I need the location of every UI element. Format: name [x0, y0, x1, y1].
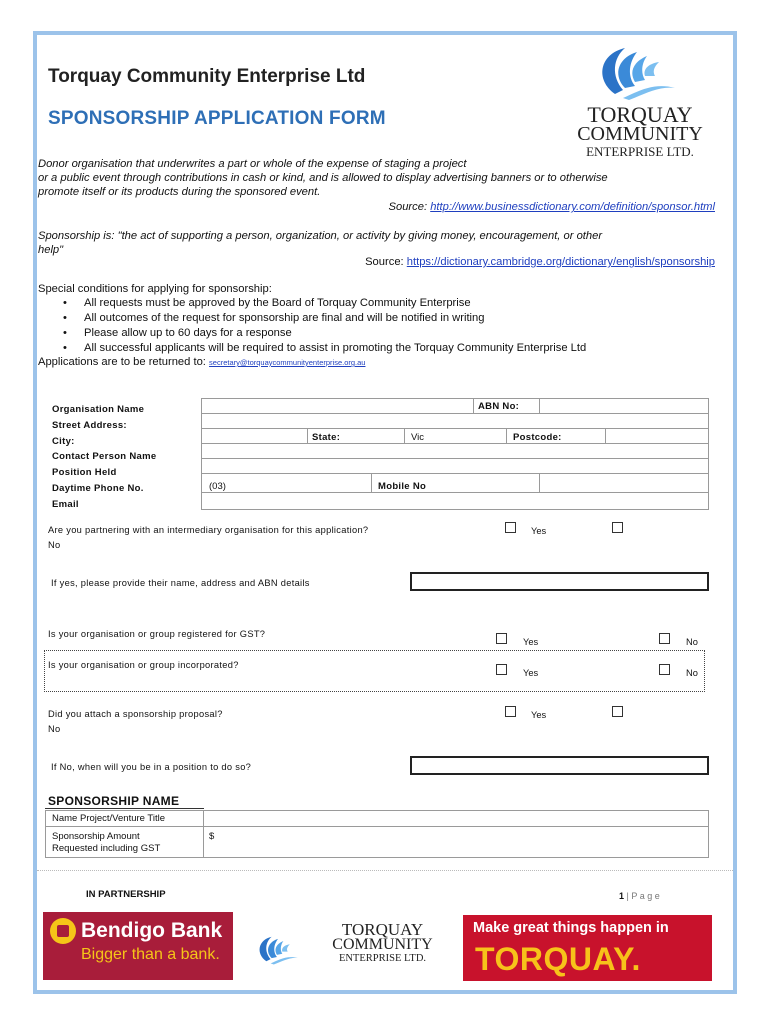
- page-number: [619, 891, 660, 901]
- tce-logo: [565, 42, 715, 162]
- project-title-input[interactable]: [203, 810, 709, 827]
- sponsorship-heading: SPONSORSHIP NAME: [48, 794, 180, 808]
- torquay-ad-banner: [463, 915, 712, 981]
- gst-yes-checkbox[interactable]: [496, 633, 507, 644]
- project-title-label: Name Project/Venture Title: [45, 810, 204, 827]
- state-input[interactable]: Vic: [404, 428, 507, 444]
- partnering-yes-label: Yes: [531, 526, 547, 536]
- postcode-input[interactable]: [605, 428, 709, 444]
- position-input[interactable]: [201, 458, 709, 474]
- sponsorship-line: Sponsorship is: "the act of supporting a person, organization, or activity by giving money, encouragement, or other: [38, 230, 603, 242]
- amount-input[interactable]: $: [203, 826, 709, 858]
- proposal-yes-label: Yes: [531, 710, 547, 720]
- proposal-timing-input[interactable]: [410, 756, 709, 775]
- form-title: SPONSORSHIP APPLICATION FORM: [48, 108, 386, 129]
- source-1-link[interactable]: http://www.businessdictionary.com/definition/sponsor.html: [430, 201, 715, 213]
- incorporated-yes-checkbox[interactable]: [496, 664, 507, 675]
- partnering-no-label: No: [48, 540, 61, 550]
- proposal-no-checkbox[interactable]: [612, 706, 623, 717]
- proposal-yes-checkbox[interactable]: [505, 706, 516, 717]
- bendigo-bank-logo: [43, 912, 233, 980]
- email-label: Email: [52, 498, 79, 510]
- proposal-timing-question: If No, when will you be in a position to do so?: [51, 762, 252, 772]
- intermediary-details-question: If yes, please provide their name, address and ABN details: [51, 578, 310, 588]
- proposal-question: Did you attach a sponsorship proposal?: [48, 709, 223, 719]
- bank-name: Bendigo Bank: [81, 919, 223, 942]
- contact-input[interactable]: [201, 443, 709, 459]
- city-input[interactable]: [201, 428, 308, 444]
- logo-line-3: ENTERPRISE LTD.: [338, 953, 427, 964]
- conditions-heading: Special conditions for applying for sponsorship:: [38, 283, 272, 295]
- list-item: • All outcomes of the request for sponsorship are final and will be notified in writing: [84, 311, 764, 326]
- footer-divider: [37, 870, 733, 871]
- postcode-label: Postcode:: [506, 428, 606, 444]
- org-name-input[interactable]: [201, 398, 474, 414]
- partnering-yes-checkbox[interactable]: [505, 522, 516, 533]
- list-item: • All successful applicants will be required to assist in promoting the Torquay Community Enterprise Ltd: [84, 341, 764, 356]
- return-label: Applications are to be returned to:: [38, 356, 210, 368]
- return-address: [38, 356, 365, 368]
- intermediary-details-input[interactable]: [410, 572, 709, 591]
- details-labels: [52, 402, 156, 513]
- wave-logo-icon: [575, 42, 725, 100]
- heading-underline: [45, 808, 204, 809]
- incorporated-yes-label: Yes: [523, 668, 539, 678]
- conditions-list: [38, 296, 764, 356]
- sponsorship-line: help": [38, 244, 64, 256]
- ad-line-1: Make great things happen in: [473, 920, 669, 936]
- donor-line: promote itself or its products during the sponsored event.: [38, 186, 321, 198]
- logo-line-1: TORQUAY: [587, 102, 693, 127]
- ad-line-2: TORQUAY.: [475, 941, 641, 977]
- partnering-no-checkbox[interactable]: [612, 522, 623, 533]
- gst-yes-label: Yes: [523, 637, 539, 647]
- source-label: Source:: [365, 256, 407, 268]
- logo-line-1: TORQUAY: [341, 920, 424, 939]
- gst-no-checkbox[interactable]: [659, 633, 670, 644]
- logo-line-2: COMMUNITY: [332, 936, 433, 953]
- org-title: Torquay Community Enterprise Ltd: [48, 66, 366, 87]
- donor-line: or a public event through contributions in cash or kind, and is allowed to display advertising banners or to otherwise: [38, 172, 608, 184]
- partnering-question: Are you partnering with an intermediary organisation for this application?: [48, 525, 369, 535]
- position-label: Position Held: [52, 467, 117, 479]
- abn-input[interactable]: [539, 398, 709, 414]
- street-label: Street Address:: [52, 419, 127, 431]
- donor-line: Donor organisation that underwrites a part or whole of the expense of staging a project: [38, 158, 467, 170]
- amount-label-line: Sponsorship Amount: [52, 831, 140, 842]
- org-name-label: Organisation Name: [52, 404, 145, 415]
- mobile-input[interactable]: [539, 473, 709, 493]
- incorporated-question: Is your organisation or group incorporated?: [48, 660, 239, 670]
- bank-tagline: Bigger than a bank.: [81, 946, 220, 963]
- amount-label-line: Requested including GST: [52, 843, 161, 854]
- incorporated-no-label: No: [686, 668, 698, 678]
- phone-input[interactable]: (03): [201, 473, 372, 493]
- city-label: City:: [52, 435, 75, 447]
- list-item: • Please allow up to 60 days for a response: [84, 326, 764, 341]
- mobile-label: Mobile No: [371, 473, 540, 493]
- tce-logo-footer: [245, 915, 445, 983]
- source-2-link[interactable]: https://dictionary.cambridge.org/dictionary/english/sponsorship: [406, 256, 715, 268]
- wave-logo-icon: [245, 919, 325, 979]
- source-1: [38, 200, 715, 214]
- email-input[interactable]: [201, 492, 709, 510]
- list-item: • All requests must be approved by the Board of Torquay Community Enterprise: [84, 296, 764, 311]
- page-num: 1: [619, 891, 625, 901]
- phone-label: Daytime Phone No.: [52, 482, 144, 494]
- logo-line-2: COMMUNITY: [577, 123, 703, 145]
- donor-definition: [38, 157, 718, 199]
- return-email-link[interactable]: secretary@torquaycommunityenterprise.org.au: [209, 358, 366, 367]
- contact-label: Contact Person Name: [52, 451, 157, 463]
- incorporated-no-checkbox[interactable]: [659, 664, 670, 675]
- source-2: [38, 256, 715, 268]
- source-label: Source:: [388, 201, 431, 213]
- gst-no-label: No: [686, 637, 698, 647]
- sponsorship-definition: [38, 229, 718, 257]
- street-input[interactable]: [201, 413, 709, 429]
- abn-label: ABN No:: [473, 398, 540, 414]
- page-sep: |: [624, 891, 632, 901]
- proposal-no-label: No: [48, 724, 61, 734]
- bendigo-icon: [50, 918, 76, 944]
- partnership-label: IN PARTNERSHIP: [86, 889, 166, 900]
- state-label: State:: [307, 428, 405, 444]
- logo-line-3: ENTERPRISE LTD.: [586, 144, 694, 159]
- incorporated-box: [44, 650, 705, 692]
- page-word: P a g e: [631, 891, 660, 901]
- amount-label: [45, 826, 204, 858]
- gst-question: Is your organisation or group registered for GST?: [48, 629, 266, 639]
